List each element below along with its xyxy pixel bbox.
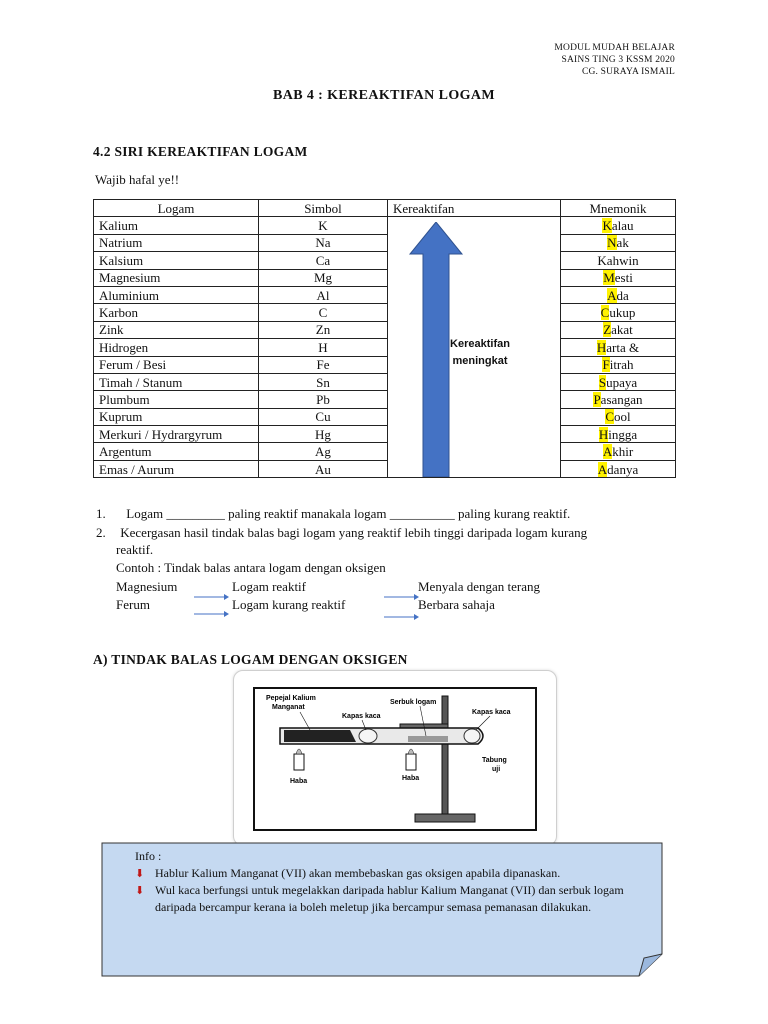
cell-mnemonik [561, 252, 676, 269]
mnemonic-highlight: A [602, 444, 613, 460]
cell-logam: Hidrogen [94, 339, 259, 356]
info-item-2-text: Wul kaca berfungsi untuk megelakkan daripada hablur Kalium Manganat (VII) dan serbuk logam daripada bercampur kerana ia boleh meletup jika bercampur semasa pemanasan dilakukan. [155, 883, 624, 914]
cell-simbol: Hg [259, 426, 388, 443]
example-title: Contoh : Tindak balas antara logam dengan oksigen [116, 560, 386, 575]
mnemonic-rest: ool [614, 409, 631, 425]
cell-mnemonik [561, 356, 676, 373]
cell-simbol: Cu [259, 408, 388, 425]
table-row [94, 373, 676, 390]
question-1-text: Logam _________ paling reaktif manakala logam __________ paling kurang reaktif. [126, 506, 571, 521]
cell-logam: Argentum [94, 443, 259, 460]
header-logam: Logam [94, 200, 259, 217]
mnemonic-rest: akat [611, 322, 633, 338]
example-row-2-metal: Ferum [116, 597, 150, 612]
cell-mnemonik [561, 286, 676, 303]
cell-simbol: K [259, 217, 388, 234]
arrow-right-icon [380, 590, 420, 620]
label-haba-1: Haba [290, 778, 308, 785]
cell-mnemonik [561, 443, 676, 460]
arrow-label-line-1: Kereaktifan [450, 338, 510, 350]
mnemonic-highlight: M [603, 270, 615, 286]
mnemonic-rest: ukup [609, 305, 636, 321]
mnemonic-rest: upaya [606, 374, 638, 390]
cell-logam: Karbon [94, 304, 259, 321]
header-line-2: SAINS TING 3 KSSM 2020 [561, 55, 675, 65]
mnemonic-rest: alau [611, 218, 634, 234]
cell-logam: Kuprum [94, 408, 259, 425]
mnemonic-rest: khir [612, 444, 634, 460]
cell-simbol: Ag [259, 443, 388, 460]
section-a-title: A) TINDAK BALAS LOGAM DENGAN OKSIGEN [93, 652, 408, 667]
cell-simbol: Ca [259, 252, 388, 269]
cell-mnemonik [561, 426, 676, 443]
mnemonic-highlight: P [593, 391, 601, 407]
cell-mnemonik [561, 460, 676, 477]
arrow-label [440, 336, 520, 370]
cell-simbol: Pb [259, 391, 388, 408]
cell-logam: Kalsium [94, 252, 259, 269]
down-arrow-bullet-icon: ⬇︎ [135, 885, 145, 897]
cell-logam: Merkuri / Hydrargyrum [94, 426, 259, 443]
cell-logam: Aluminium [94, 286, 259, 303]
arrow-right-icon [190, 590, 230, 620]
mnemonic-rest: ak [616, 235, 629, 251]
cell-logam: Natrium [94, 234, 259, 251]
example-row-1-type: Logam reaktif [232, 579, 306, 594]
label-uji: uji [492, 766, 501, 773]
mnemonic-rest: esti [614, 270, 633, 286]
table-row [94, 217, 676, 234]
label-haba-2: Haba [402, 775, 420, 782]
arrow-label-line-2: meningkat [452, 355, 508, 367]
mnemonic-highlight: H [596, 339, 607, 355]
cell-logam: Timah / Stanum [94, 373, 259, 390]
mnemonic-highlight: C [600, 305, 610, 321]
cell-simbol: Fe [259, 356, 388, 373]
intro-text: Wajib hafal ye!! [95, 172, 180, 187]
header-line-1: MODUL MUDAH BELAJAR [554, 43, 675, 53]
mnemonic-highlight: C [605, 409, 615, 425]
mnemonic-rest: ingga [608, 426, 638, 442]
question-2 [96, 524, 686, 541]
header-line-3: CG. SURAYA ISMAIL [581, 67, 675, 77]
label-tabung: Tabung [482, 757, 507, 764]
header-simbol: Simbol [259, 200, 388, 217]
cell-logam: Plumbum [94, 391, 259, 408]
experiment-diagram [250, 684, 540, 834]
cell-mnemonik [561, 339, 676, 356]
mnemonic-highlight: Z [603, 322, 612, 338]
cell-simbol: Mg [259, 269, 388, 286]
info-item-1 [135, 865, 655, 882]
info-item-1-text: Hablur Kalium Manganat (VII) akan membebaskan gas oksigen apabila dipanaskan. [155, 866, 561, 880]
cell-logam: Ferum / Besi [94, 356, 259, 373]
table-row [94, 304, 676, 321]
mnemonic-highlight: S [598, 374, 607, 390]
question-2-text-cont: reaktif. [116, 542, 154, 557]
cell-simbol: Sn [259, 373, 388, 390]
down-arrow-bullet-icon: ⬇︎ [135, 868, 145, 880]
example-row-2-type: Logam kurang reaktif [232, 597, 346, 612]
mnemonic-rest: itrah [609, 357, 634, 373]
table-row [94, 252, 676, 269]
mnemonic-highlight: N [607, 235, 617, 251]
cell-mnemonik [561, 304, 676, 321]
question-1-number: 1. [96, 506, 106, 521]
header-mnemonik: Mnemonik [561, 200, 676, 217]
reactivity-table [93, 199, 676, 478]
info-item-2 [135, 882, 645, 916]
info-title: Info : [135, 849, 162, 863]
label-kapas-kaca-1: Kapas kaca [342, 713, 381, 720]
mnemonic-rest: Kahwin [597, 252, 639, 268]
header-kereaktifan: Kereaktifan [388, 200, 561, 217]
cell-simbol: Zn [259, 321, 388, 338]
table-row [94, 408, 676, 425]
table-row [94, 339, 676, 356]
cell-mnemonik [561, 269, 676, 286]
info-content [135, 848, 655, 916]
mnemonic-highlight: A [607, 287, 617, 303]
cell-simbol: H [259, 339, 388, 356]
cell-mnemonik [561, 321, 676, 338]
mnemonic-rest: arta & [606, 339, 640, 355]
mnemonic-highlight: K [602, 218, 612, 234]
cell-logam: Kalium [94, 217, 259, 234]
label-serbuk-logam: Serbuk logam [390, 699, 437, 706]
cell-mnemonik [561, 391, 676, 408]
table-header-row [94, 200, 676, 217]
table-row [94, 443, 676, 460]
cell-simbol: Na [259, 234, 388, 251]
mnemonic-highlight: A [597, 461, 608, 477]
cell-mnemonik [561, 234, 676, 251]
cell-simbol: Au [259, 460, 388, 477]
cell-logam: Magnesium [94, 269, 259, 286]
question-2-text: Kecergasan hasil tindak balas bagi logam yang reaktif lebih tinggi daripada logam kurang [120, 525, 588, 540]
cell-logam: Zink [94, 321, 259, 338]
label-manganat: Manganat [272, 704, 305, 711]
table-row [94, 269, 676, 286]
question-1 [96, 505, 570, 522]
mnemonic-highlight: H [598, 426, 609, 442]
module-header [554, 42, 675, 78]
mnemonic-highlight: F [602, 357, 610, 373]
section-title: 4.2 SIRI KEREAKTIFAN LOGAM [93, 144, 308, 159]
cell-simbol: C [259, 304, 388, 321]
table-row [94, 391, 676, 408]
table-row [94, 356, 676, 373]
cell-simbol: Al [259, 286, 388, 303]
table-row [94, 321, 676, 338]
example-row-2-result: Berbara sahaja [418, 597, 495, 612]
mnemonic-rest: danya [607, 461, 639, 477]
cell-mnemonik [561, 373, 676, 390]
cell-logam: Emas / Aurum [94, 460, 259, 477]
cell-mnemonik [561, 408, 676, 425]
mnemonic-rest: da [616, 287, 629, 303]
table-row [94, 426, 676, 443]
table-row [94, 234, 676, 251]
cell-mnemonik [561, 217, 676, 234]
page-title: BAB 4 : KEREAKTIFAN LOGAM [272, 88, 496, 103]
question-2-number: 2. [96, 525, 106, 540]
label-kapas-kaca-2: Kapas kaca [472, 709, 511, 716]
example-row-1-metal: Magnesium [116, 579, 178, 594]
table-row [94, 460, 676, 477]
table-row [94, 286, 676, 303]
label-pepejal: Pepejal Kalium [266, 695, 316, 702]
mnemonic-rest: asangan [600, 391, 643, 407]
example-row-1-result: Menyala dengan terang [418, 579, 541, 594]
